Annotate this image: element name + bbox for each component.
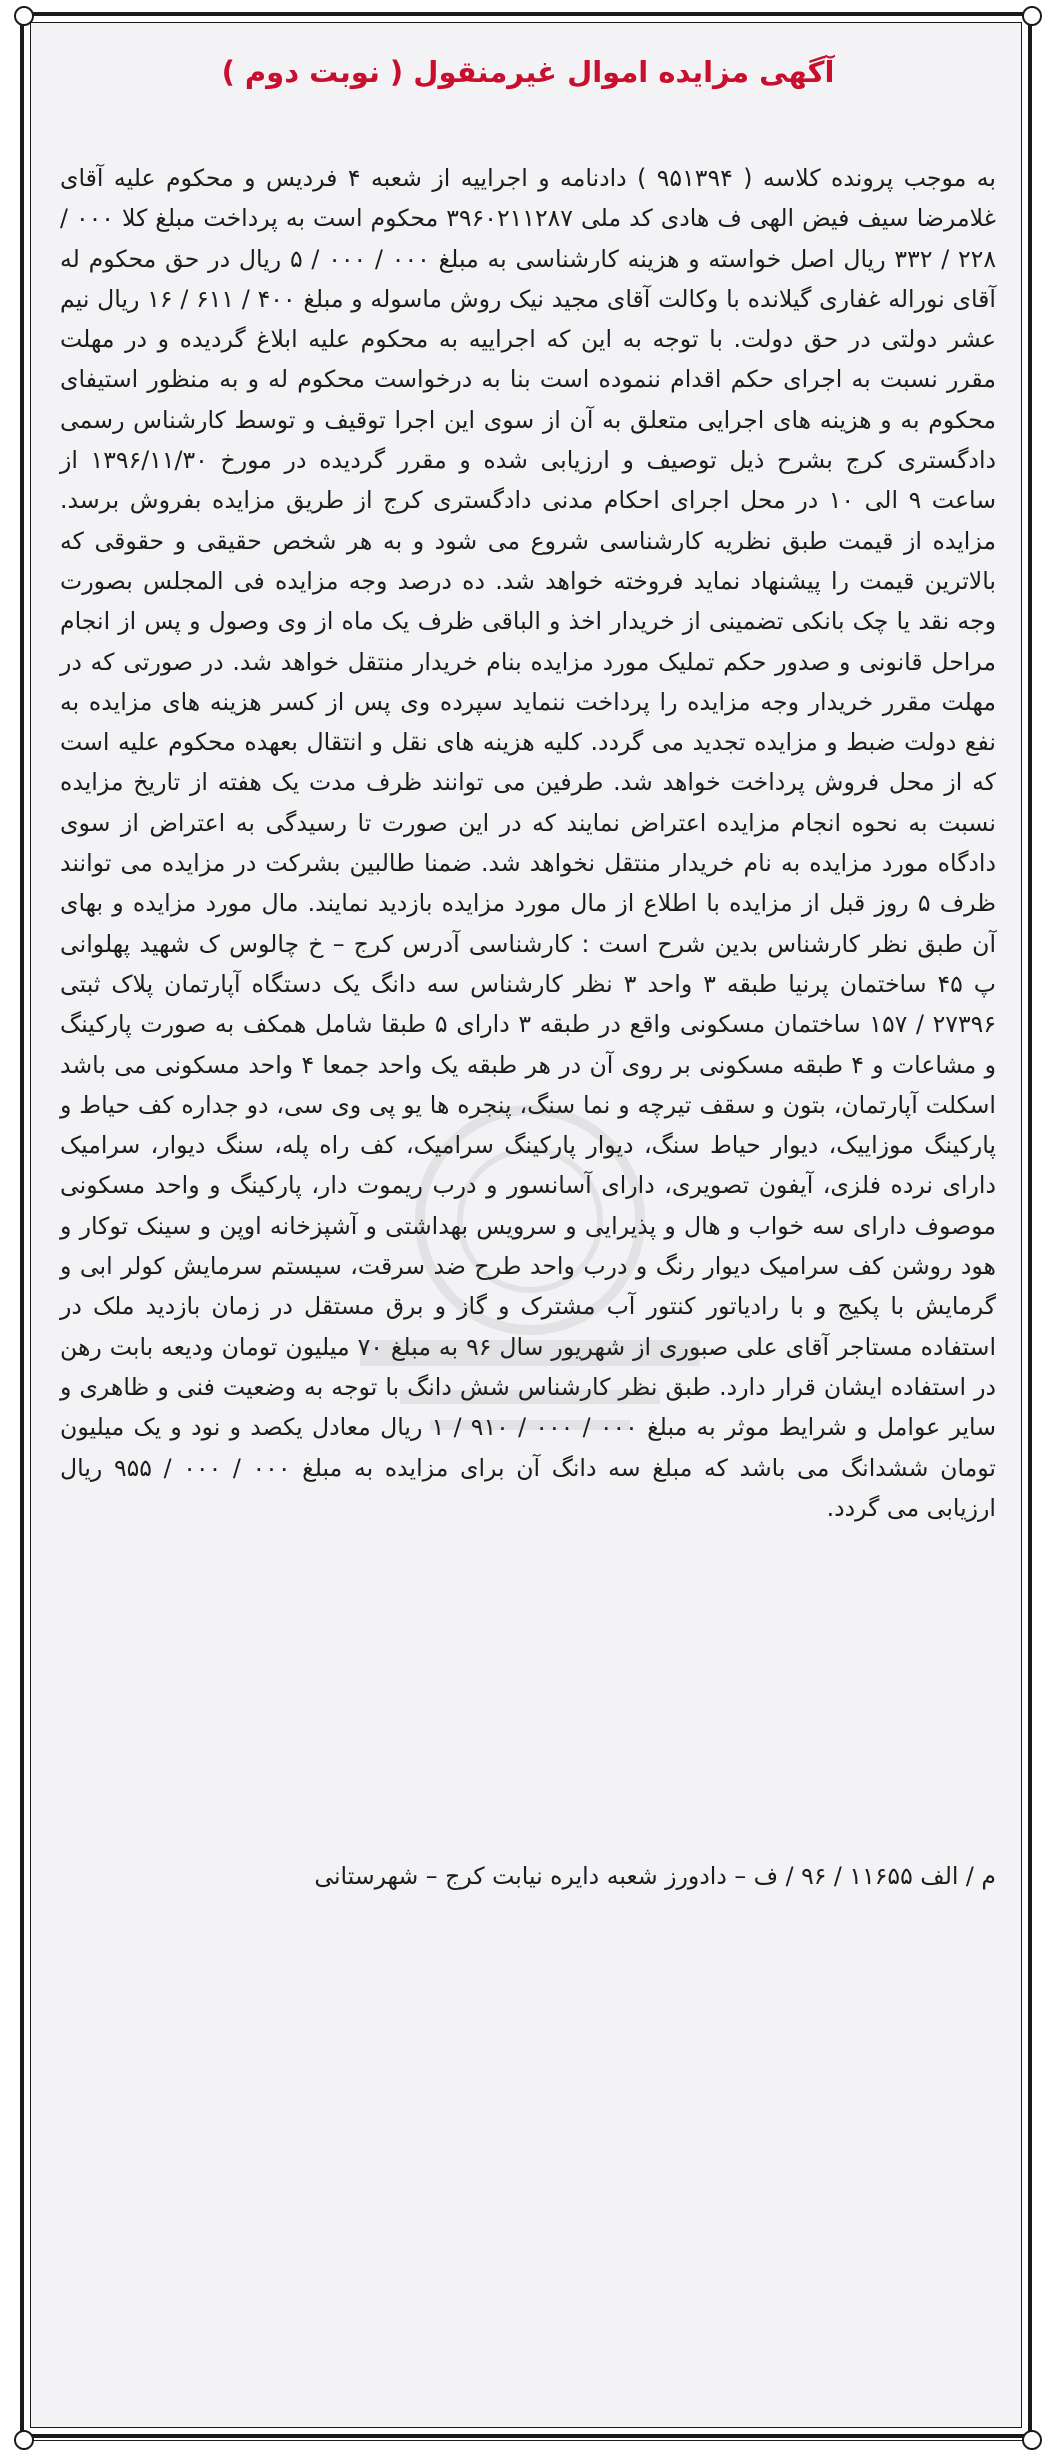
notice-body: به موجب پرونده کلاسه ( ۹۵۱۳۹۴ ) دادنامه و اجراییه از شعبه ۴ فردیس و محکوم علیه آقای غلامرضا سیف فیض الهی ف هادی کد ملی ۳۹۶۰۲۱۱۲۸۷ محکوم است به پرداخت مبلغ کلا ۰۰۰ / ۲۲۸ / ۳۳۲ ریال اصل خواسته و هزینه کارشناسی به مبلغ ۰۰۰ / ۰۰۰ / ۵ ریال در حق محکوم له آقای نوراله غفاری گیلانده با وکالت آقای مجید نیک روش ماسوله و مبلغ ۴۰۰ / ۶۱۱ / ۱۶ ریال نیم عشر دولتی در حق دولت. با توجه به این که اجراییه به محکوم علیه ابلاغ گردیده و در مهلت مقرر نسبت به اجرای حکم اقدام ننموده است بنا به درخواست محکوم له و به منظور استیفای محکوم به و هزینه های اجرایی متعلق به آن از سوی این اجرا توقیف و توسط کارشناس رسمی دادگستری کرج بشرح ذیل توصیف و ارزیابی شده و مقرر گردیده در مورخ ۱۳۹۶/۱۱/۳۰ از ساعت ۹ الی ۱۰ در محل اجرای احکام مدنی دادگستری کرج از طریق مزایده بفروش برسد. مزایده از قیمت طبق نظریه کارشناسی شروع می شود و به هر شخص حقیقی و حقوقی که بالاترین قیمت را پیشنهاد نماید فروخته خواهد شد. ده درصد وجه مزایده فی المجلس بصورت وجه نقد یا چک بانکی تضمینی از خریدار اخذ و الباقی ظرف یک ماه از وی وصول و پس از انجام مراحل قانونی و صدور حکم تملیک مورد مزایده بنام خریدار منتقل خواهد شد. در صورتی که در مهلت مقرر خریدار وجه مزایده را پرداخت ننماید سپرده وی پس از کسر هزینه های مزایده به نفع دولت ضبط و مزایده تجدید می گردد. کلیه هزینه های نقل و انتقال بعهده محکوم علیه است که از محل فروش پرداخت خواهد شد. طرفین می توانند ظرف مدت یک هفته از تاریخ مزایده نسبت به نحوه انجام مزایده اعتراض نمایند که در این صورت تا رسیدگی به اعتراض از سوی دادگاه مورد مزایده به نام خریدار منتقل نخواهد شد. ضمنا طالبین بشرکت در مزایده می توانند ظرف ۵ روز قبل از مزایده با اطلاع از مال مورد مزایده بازدید نمایند. مال مورد مزایده و بهای آن طبق نظر کارشناس بدین شرح است : کارشناسی آدرس کرج – خ چالوس ک شهید پهلوانی پ ۴۵ ساختمان پرنیا طبقه ۳ واحد ۳ نظر کارشناس سه دانگ یک دستگاه آپارتمان پلاک ثبتی ۲۷۳۹۶ / ۱۵۷ ساختمان مسکونی واقع در طبقه ۳ دارای ۵ طبقا شامل همکف به صورت پارکینگ و مشاعات و ۴ طبقه مسکونی بر روی آن در هر طبقه یک واحد جمعا ۴ واحد مسکونی می باشد اسکلت آپارتمان، بتون و سقف تیرچه و نما سنگ، پنجره ها یو پی وی سی، دو جداره کف حیاط و پارکینگ موزاییک، دیوار حیاط سنگ، دیوار پارکینگ سرامیک، کف راه پله، سنگ دیوار، سرامیک دارای نرده فلزی، آیفون تصویری، دارای آسانسور و درب ریموت دار، پارکینگ و واحد مسکونی موصوف دارای سه خواب و هال و پذیرایی و سرویس بهداشتی و آشپزخانه اوپن و سینک توکار و هود روشن کف سرامیک دیوار رنگ و درب واحد طرح ضد سرقت، سیستم سرمایش کولر ابی و گرمایش با پکیج و با رادیاتور کنتور آب مشترک و گاز و برق مستقل در زمان بازدید ملک در استفاده مستاجر آقای علی صبوری از شهریور سال ۹۶ به مبلغ ۷۰ میلیون تومان ودیعه بابت رهن در استفاده ایشان قرار دارد. طبق نظر کارشناس شش دانگ با توجه به وضعیت فنی و ظاهری و سایر عوامل و شرایط موثر به مبلغ ۰۰۰ / ۰۰۰ / ۹۱۰ / ۱ ریال معادل یکصد و نود و یک میلیون تومان ششدانگ می باشد که مبلغ سه دانگ آن برای مزایده به مبلغ ۰۰۰ / ۰۰۰ / ۹۵۵ ریال ارزیابی می گردد. [60, 164, 997, 1522]
notice-title: آگهی مزایده اموال غیرمنقول ( نوبت دوم ) [221, 55, 835, 89]
notice-footer: م / الف ۱۱۶۵۵ / ۹۶ / ف – دادورز شعبه دایره نیابت کرج – شهرستانی [314, 1862, 996, 1890]
bottom-rule [34, 2440, 1022, 2441]
corner-ornament-bottom-right [1022, 2430, 1042, 2450]
corner-ornament-top-right [1022, 6, 1042, 26]
corner-ornament-top-left [14, 6, 34, 26]
corner-ornament-bottom-left [14, 2430, 34, 2450]
